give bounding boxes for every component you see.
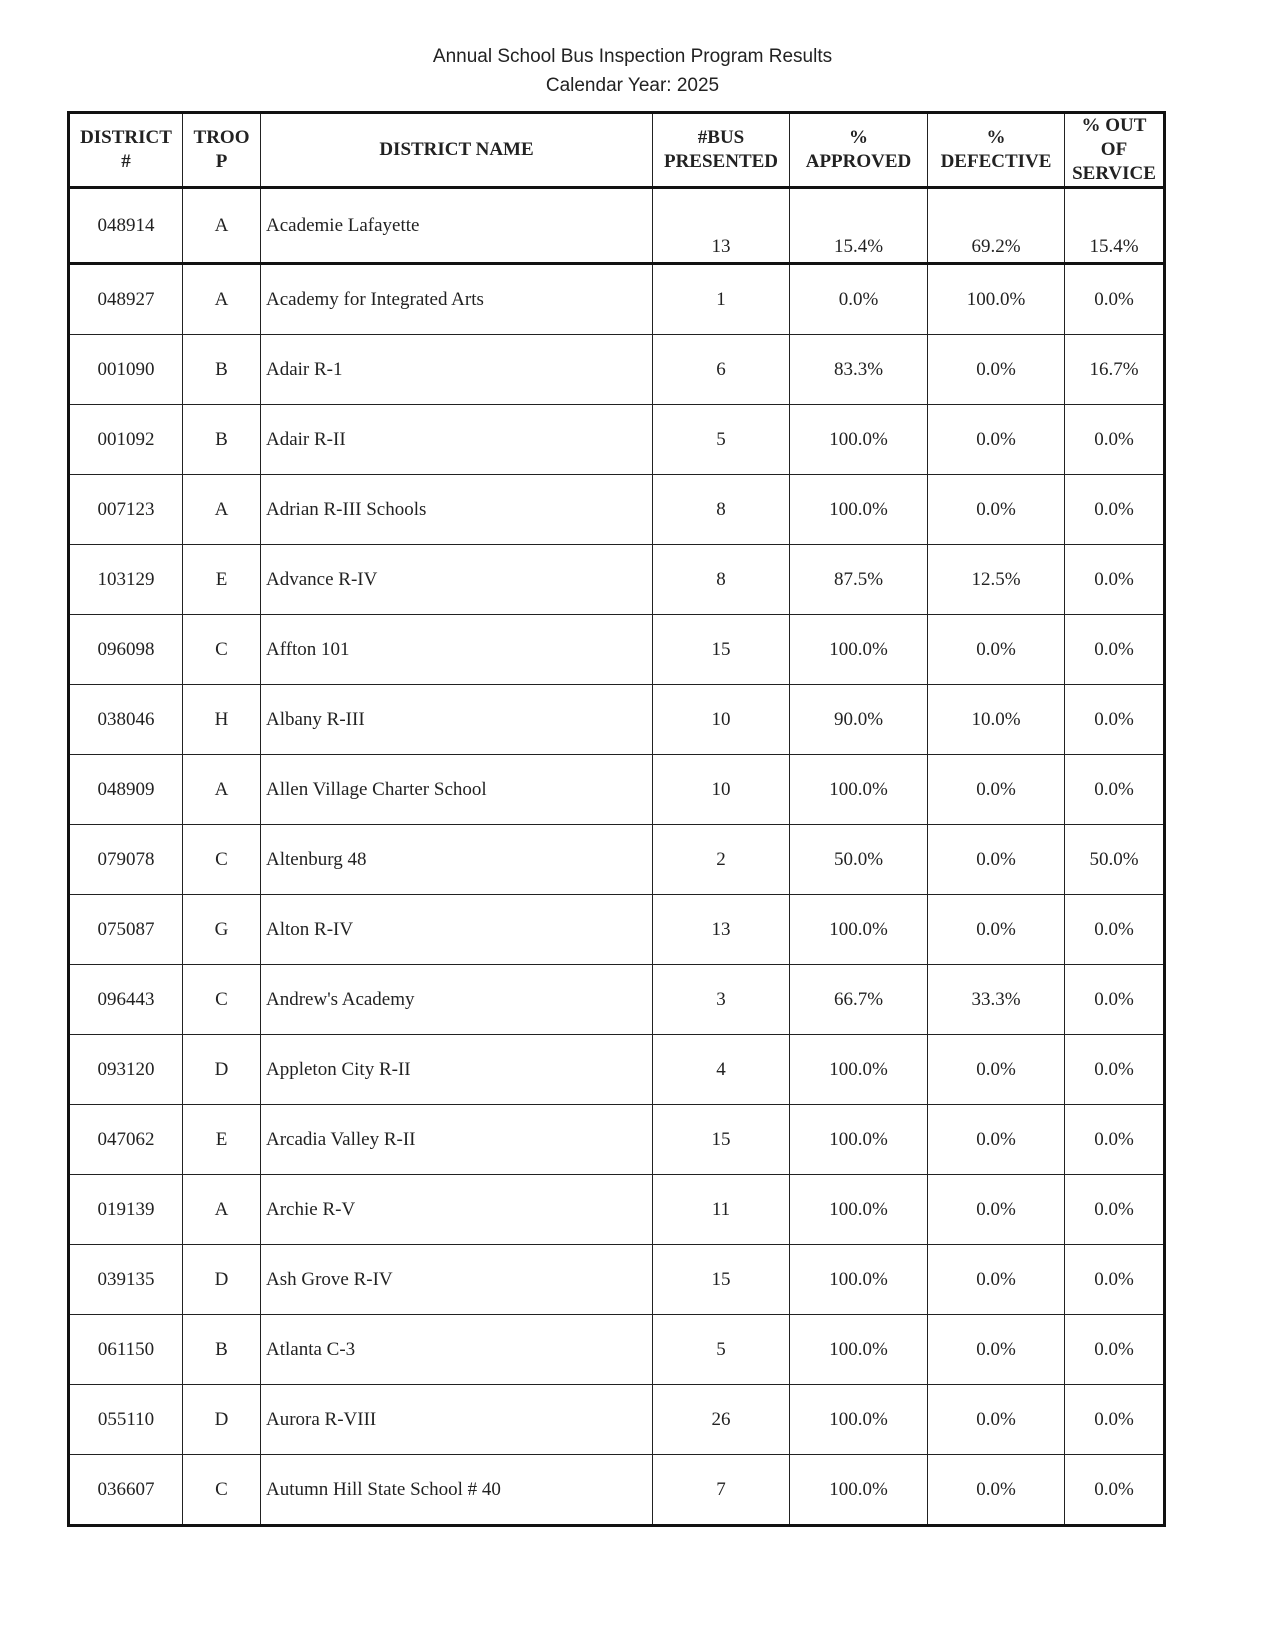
troop-cell: C xyxy=(183,615,261,685)
inspection-results-table xyxy=(67,111,1166,1527)
district-name-cell: Autumn Hill State School # 40 xyxy=(261,1455,653,1526)
district-number-cell: 048914 xyxy=(69,188,183,264)
troop-cell: A xyxy=(183,475,261,545)
percent-approved-cell: 87.5% xyxy=(790,545,928,615)
district-number-cell: 103129 xyxy=(69,545,183,615)
table-row xyxy=(69,188,1165,264)
percent-defective-cell: 0.0% xyxy=(928,475,1065,545)
table-row xyxy=(69,1455,1165,1526)
troop-cell: D xyxy=(183,1245,261,1315)
bus-presented-cell: 15 xyxy=(653,615,790,685)
percent-out-of-service-cell: 0.0% xyxy=(1065,1245,1165,1315)
table-row xyxy=(69,475,1165,545)
district-name-cell: Adair R-II xyxy=(261,405,653,475)
percent-out-of-service-cell: 0.0% xyxy=(1065,895,1165,965)
table-row xyxy=(69,1175,1165,1245)
table-row xyxy=(69,1105,1165,1175)
percent-defective-cell: 0.0% xyxy=(928,755,1065,825)
troop-cell: A xyxy=(183,1175,261,1245)
percent-approved-cell: 100.0% xyxy=(790,475,928,545)
district-number-cell: 079078 xyxy=(69,825,183,895)
bus-presented-cell: 15 xyxy=(653,1245,790,1315)
district-number-cell: 096443 xyxy=(69,965,183,1035)
percent-approved-cell: 100.0% xyxy=(790,895,928,965)
percent-approved-cell: 100.0% xyxy=(790,1455,928,1526)
bus-presented-cell: 13 xyxy=(653,188,790,264)
header-district-number: DISTRICT # xyxy=(69,113,183,188)
bus-presented-cell: 10 xyxy=(653,755,790,825)
district-name-cell: Adrian R-III Schools xyxy=(261,475,653,545)
percent-defective-cell: 0.0% xyxy=(928,1245,1065,1315)
percent-out-of-service-cell: 50.0% xyxy=(1065,825,1165,895)
percent-approved-cell: 100.0% xyxy=(790,615,928,685)
percent-defective-cell: 0.0% xyxy=(928,1175,1065,1245)
percent-approved-cell: 0.0% xyxy=(790,264,928,335)
header-bus-presented: #BUS PRESENTED xyxy=(653,113,790,188)
header-district-name: DISTRICT NAME xyxy=(261,113,653,188)
percent-approved-cell: 66.7% xyxy=(790,965,928,1035)
district-name-cell: Archie R-V xyxy=(261,1175,653,1245)
district-number-cell: 047062 xyxy=(69,1105,183,1175)
percent-defective-cell: 0.0% xyxy=(928,895,1065,965)
bus-presented-cell: 2 xyxy=(653,825,790,895)
header-approved: % APPROVED xyxy=(790,113,928,188)
bus-presented-cell: 3 xyxy=(653,965,790,1035)
district-number-cell: 061150 xyxy=(69,1315,183,1385)
percent-defective-cell: 0.0% xyxy=(928,615,1065,685)
troop-cell: B xyxy=(183,1315,261,1385)
bus-presented-cell: 5 xyxy=(653,1315,790,1385)
district-name-cell: Academy for Integrated Arts xyxy=(261,264,653,335)
percent-defective-cell: 10.0% xyxy=(928,685,1065,755)
district-number-cell: 036607 xyxy=(69,1455,183,1526)
table-row xyxy=(69,264,1165,335)
district-number-cell: 075087 xyxy=(69,895,183,965)
troop-cell: A xyxy=(183,188,261,264)
percent-approved-cell: 90.0% xyxy=(790,685,928,755)
troop-cell: C xyxy=(183,965,261,1035)
percent-out-of-service-cell: 0.0% xyxy=(1065,685,1165,755)
report-subtitle: Calendar Year: 2025 xyxy=(545,75,720,96)
percent-approved-cell: 100.0% xyxy=(790,1385,928,1455)
district-number-cell: 001090 xyxy=(69,335,183,405)
district-name-cell: Arcadia Valley R-II xyxy=(261,1105,653,1175)
header-troop: TROO P xyxy=(183,113,261,188)
percent-approved-cell: 83.3% xyxy=(790,335,928,405)
percent-out-of-service-cell: 0.0% xyxy=(1065,755,1165,825)
percent-out-of-service-cell: 0.0% xyxy=(1065,1175,1165,1245)
district-name-cell: Ash Grove R-IV xyxy=(261,1245,653,1315)
percent-defective-cell: 0.0% xyxy=(928,335,1065,405)
percent-defective-cell: 0.0% xyxy=(928,1455,1065,1526)
percent-approved-cell: 100.0% xyxy=(790,1175,928,1245)
percent-defective-cell: 0.0% xyxy=(928,1315,1065,1385)
percent-defective-cell: 33.3% xyxy=(928,965,1065,1035)
troop-cell: E xyxy=(183,545,261,615)
percent-defective-cell: 100.0% xyxy=(928,264,1065,335)
percent-approved-cell: 100.0% xyxy=(790,1035,928,1105)
table-row xyxy=(69,335,1165,405)
percent-out-of-service-cell: 0.0% xyxy=(1065,1385,1165,1455)
bus-presented-cell: 13 xyxy=(653,895,790,965)
bus-presented-cell: 6 xyxy=(653,335,790,405)
percent-defective-cell: 0.0% xyxy=(928,825,1065,895)
percent-defective-cell: 69.2% xyxy=(928,188,1065,264)
troop-cell: A xyxy=(183,264,261,335)
district-name-cell: Affton 101 xyxy=(261,615,653,685)
table-row xyxy=(69,405,1165,475)
bus-presented-cell: 7 xyxy=(653,1455,790,1526)
percent-defective-cell: 0.0% xyxy=(928,405,1065,475)
table-row xyxy=(69,1035,1165,1105)
district-name-cell: Advance R-IV xyxy=(261,545,653,615)
bus-presented-cell: 5 xyxy=(653,405,790,475)
troop-cell: C xyxy=(183,1455,261,1526)
district-name-cell: Academie Lafayette xyxy=(261,188,653,264)
percent-approved-cell: 15.4% xyxy=(790,188,928,264)
bus-presented-cell: 15 xyxy=(653,1105,790,1175)
bus-presented-cell: 10 xyxy=(653,685,790,755)
district-name-cell: Altenburg 48 xyxy=(261,825,653,895)
district-number-cell: 007123 xyxy=(69,475,183,545)
percent-defective-cell: 0.0% xyxy=(928,1035,1065,1105)
header-defective: % DEFECTIVE xyxy=(928,113,1065,188)
percent-out-of-service-cell: 16.7% xyxy=(1065,335,1165,405)
header-out-of-service: % OUT OF SERVICE xyxy=(1065,113,1165,188)
troop-cell: B xyxy=(183,405,261,475)
percent-out-of-service-cell: 0.0% xyxy=(1065,965,1165,1035)
percent-approved-cell: 100.0% xyxy=(790,405,928,475)
district-name-cell: Albany R-III xyxy=(261,685,653,755)
table-row xyxy=(69,615,1165,685)
table-row xyxy=(69,545,1165,615)
percent-out-of-service-cell: 0.0% xyxy=(1065,1035,1165,1105)
bus-presented-cell: 1 xyxy=(653,264,790,335)
header-row xyxy=(69,113,1165,188)
table-row xyxy=(69,965,1165,1035)
district-name-cell: Adair R-1 xyxy=(261,335,653,405)
percent-approved-cell: 100.0% xyxy=(790,1105,928,1175)
percent-approved-cell: 100.0% xyxy=(790,755,928,825)
district-name-cell: Alton R-IV xyxy=(261,895,653,965)
table-row xyxy=(69,685,1165,755)
bus-presented-cell: 4 xyxy=(653,1035,790,1105)
district-number-cell: 048909 xyxy=(69,755,183,825)
percent-defective-cell: 12.5% xyxy=(928,545,1065,615)
district-number-cell: 039135 xyxy=(69,1245,183,1315)
table-row xyxy=(69,895,1165,965)
troop-cell: D xyxy=(183,1385,261,1455)
district-number-cell: 096098 xyxy=(69,615,183,685)
district-name-cell: Allen Village Charter School xyxy=(261,755,653,825)
district-number-cell: 093120 xyxy=(69,1035,183,1105)
district-number-cell: 038046 xyxy=(69,685,183,755)
troop-cell: G xyxy=(183,895,261,965)
percent-out-of-service-cell: 0.0% xyxy=(1065,1315,1165,1385)
troop-cell: E xyxy=(183,1105,261,1175)
percent-defective-cell: 0.0% xyxy=(928,1105,1065,1175)
table-row xyxy=(69,1245,1165,1315)
bus-presented-cell: 26 xyxy=(653,1385,790,1455)
district-name-cell: Andrew's Academy xyxy=(261,965,653,1035)
troop-cell: A xyxy=(183,755,261,825)
percent-approved-cell: 100.0% xyxy=(790,1315,928,1385)
percent-out-of-service-cell: 0.0% xyxy=(1065,615,1165,685)
district-number-cell: 001092 xyxy=(69,405,183,475)
percent-approved-cell: 100.0% xyxy=(790,1245,928,1315)
troop-cell: D xyxy=(183,1035,261,1105)
bus-presented-cell: 8 xyxy=(653,545,790,615)
percent-out-of-service-cell: 0.0% xyxy=(1065,1105,1165,1175)
district-name-cell: Atlanta C-3 xyxy=(261,1315,653,1385)
district-number-cell: 048927 xyxy=(69,264,183,335)
report-title: Annual School Bus Inspection Program Results xyxy=(432,46,833,67)
district-number-cell: 055110 xyxy=(69,1385,183,1455)
percent-out-of-service-cell: 0.0% xyxy=(1065,1455,1165,1526)
percent-defective-cell: 0.0% xyxy=(928,1385,1065,1455)
bus-presented-cell: 8 xyxy=(653,475,790,545)
percent-out-of-service-cell: 15.4% xyxy=(1065,188,1165,264)
troop-cell: B xyxy=(183,335,261,405)
district-name-cell: Aurora R-VIII xyxy=(261,1385,653,1455)
percent-out-of-service-cell: 0.0% xyxy=(1065,545,1165,615)
table-row xyxy=(69,825,1165,895)
percent-out-of-service-cell: 0.0% xyxy=(1065,264,1165,335)
table-row xyxy=(69,755,1165,825)
table-row xyxy=(69,1385,1165,1455)
troop-cell: H xyxy=(183,685,261,755)
district-number-cell: 019139 xyxy=(69,1175,183,1245)
percent-approved-cell: 50.0% xyxy=(790,825,928,895)
district-name-cell: Appleton City R-II xyxy=(261,1035,653,1105)
percent-out-of-service-cell: 0.0% xyxy=(1065,405,1165,475)
bus-presented-cell: 11 xyxy=(653,1175,790,1245)
table-row xyxy=(69,1315,1165,1385)
troop-cell: C xyxy=(183,825,261,895)
percent-out-of-service-cell: 0.0% xyxy=(1065,475,1165,545)
